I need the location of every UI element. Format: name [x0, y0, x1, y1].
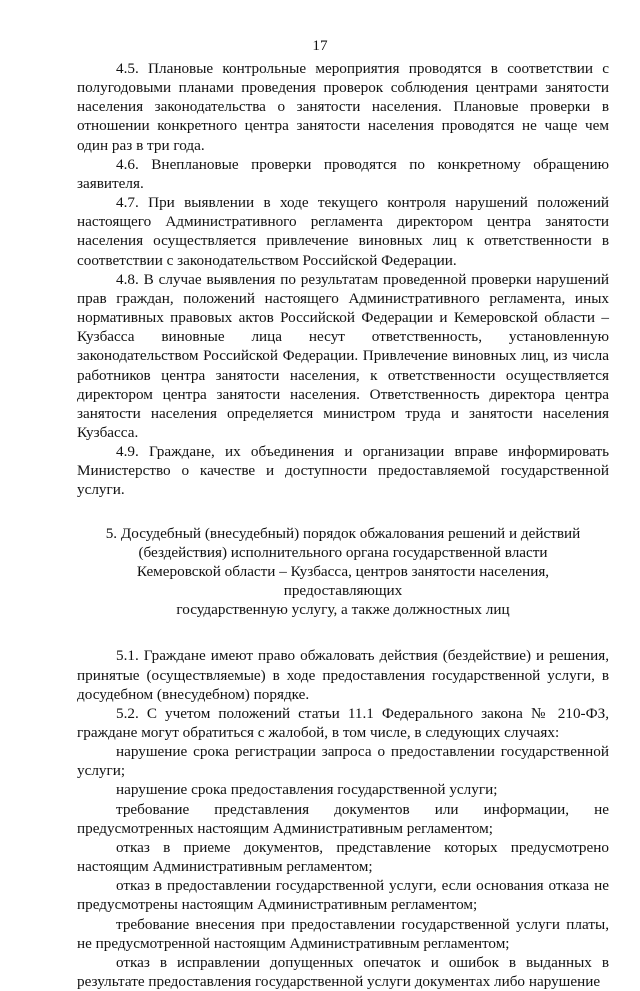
paragraph-4-8: 4.8. В случае выявления по результатам проведенной проверки нарушений прав граждан, положений настоящего Административного регламента, иных нормативных правовых актов Российской Федерации и Кемеровской области – Кузбасса виновные лица несут ответственность, установленную законодательством Российской Федерации. Привлечение виновных лиц, из числа работников центра занятости населения, к ответственности осуществляется директором центра занятости населения. Ответственность директора центра занятости населения определяется министром труда и занятости населения Кузбасса.: [77, 270, 609, 441]
paragraph-4-6: 4.6. Внеплановые проверки проводятся по конкретному обращению заявителя.: [77, 155, 609, 192]
complaint-case-item: нарушение срока предоставления государственной услуги;: [116, 781, 498, 799]
heading-line: Кемеровской области – Кузбасса, центров занятости населения, предоставляющих: [136, 562, 550, 600]
complaint-case-item: требование представления документов или информации, не предусмотренных настоящим Административным регламентом;: [77, 800, 609, 837]
complaint-case-item: отказ в предоставлении государственной услуги, если основания отказа не предусмотрены настоящим Административным регламентом;: [77, 877, 609, 914]
paragraph-5-1: 5.1. Граждане имеют право обжаловать действия (бездействие) и решения, принятые (осуществляемые) в ходе предоставления государственной услуги, в досудебном (внесудебном) порядке.: [77, 647, 609, 703]
complaint-case-item: требование внесения при предоставлении государственной услуги платы, не предусмотренной настоящим Административным регламентом;: [77, 915, 609, 952]
paragraph-4-7: 4.7. При выявлении в ходе текущего контроля нарушений положений настоящего Административного регламента директором центра занятости населения осуществляется привлечение виновных лиц к ответственности в соответствии с законодательством Российской Федерации.: [77, 194, 609, 269]
complaint-case-item: нарушение срока регистрации запроса о предоставлении государственной услуги;: [77, 743, 609, 780]
heading-line: 5. Досудебный (внесудебный) порядок обжалования решений и действий: [105, 524, 581, 542]
section-5-heading: [77, 524, 609, 620]
paragraph-4-5: 4.5. Плановые контрольные мероприятия проводятся в соответствии с полугодовыми планами проведения проверок соблюдения центрами занятости населения законодательства о занятости населения. Плановые проверки в отношении конкретного центра занятости населения проводятся не чаще чем один раз в три года.: [77, 60, 609, 154]
complaint-case-item: отказ в приеме документов, представление которых предусмотрено настоящим Административным регламентом;: [77, 838, 609, 876]
complaint-case-item: отказ в исправлении допущенных опечаток и ошибок в выданных в результате предоставления государственной услуги документах либо нарушение: [77, 953, 609, 991]
paragraph-4-9: 4.9. Граждане, их объединения и организации вправе информировать Министерство о качестве и доступности предоставляемой государственной услуги.: [77, 443, 609, 499]
heading-line: (бездействия) исполнительного органа государственной власти: [138, 543, 548, 561]
paragraph-5-2: 5.2. С учетом положений статьи 11.1 Федерального закона № 210-ФЗ, граждане могут обратиться с жалобой, в том числе, в следующих случаях:: [77, 704, 609, 741]
page-number: 17: [312, 37, 328, 54]
document-body: [77, 59, 609, 991]
heading-line: государственную услугу, а также должностных лиц: [176, 601, 510, 619]
